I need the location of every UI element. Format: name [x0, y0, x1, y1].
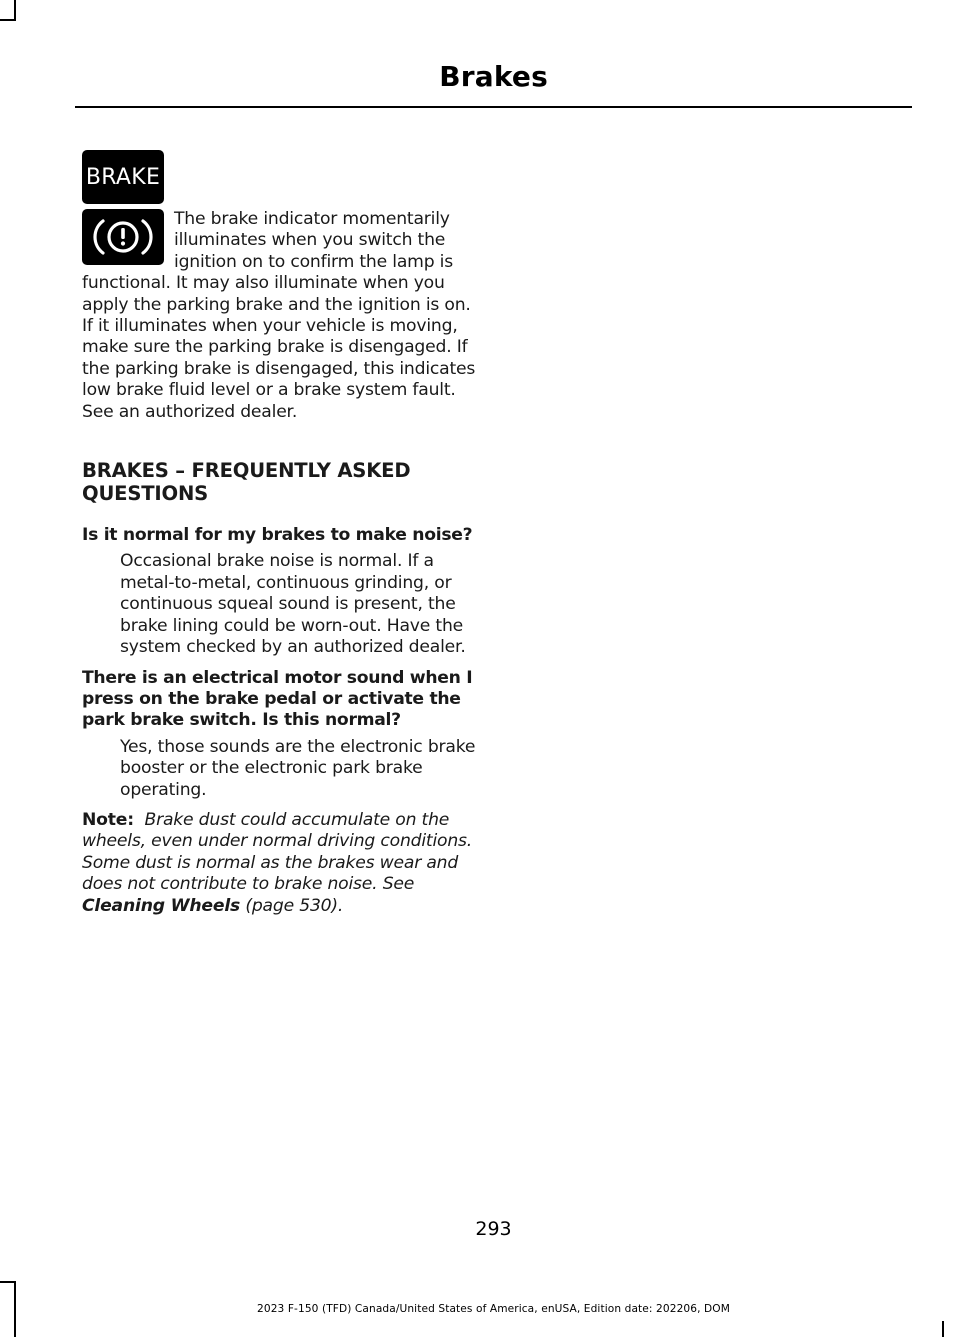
- faq-question: Is it normal for my brakes to make noise?: [82, 525, 473, 546]
- crop-mark-bottom-left-horizontal: [0, 1281, 16, 1283]
- crop-mark-bottom-right-vertical: [942, 1321, 944, 1337]
- intro-block: [82, 209, 476, 423]
- brake-badge-label: BRAKE: [85, 164, 161, 190]
- faq-answer: Occasional brake noise is normal. If a metal-to-metal, continuous grinding, or continuous squeal sound is present, the brake lining could be worn-out. Have the system checked by an authorized dealer.: [120, 551, 466, 658]
- faq-heading: BRAKES – FREQUENTLY ASKED QUESTIONS: [82, 459, 411, 506]
- brake-indicator-badge: [82, 150, 164, 204]
- note-text: Brake dust could accumulate on the wheels, even under normal driving conditions. Some dust is normal as the brakes wear and does not contribute to brake noise. See: [82, 809, 473, 895]
- faq-question: There is an electrical motor sound when I press on the brake pedal or activate the park brake switch. Is this normal?: [82, 667, 473, 731]
- edition-footer: 2023 F-150 (TFD) Canada/United States of America, enUSA, Edition date: 202206, DOM: [257, 1303, 730, 1315]
- faq-answer: Yes, those sounds are the electronic brake booster or the electronic park brake operating.: [120, 736, 476, 800]
- crop-mark-top-left-horizontal: [0, 19, 16, 21]
- note-label: Note:: [82, 809, 134, 830]
- crop-mark-top-left-vertical: [14, 0, 16, 20]
- page-title: Brakes: [439, 60, 548, 93]
- brake-warning-icon: [82, 209, 164, 265]
- note-paragraph: [82, 810, 476, 917]
- brake-warning-icon-graphic: [89, 213, 157, 261]
- header-divider: [75, 106, 912, 108]
- content-column: [82, 150, 476, 917]
- brake-indicator-description: The brake indicator momentarily illuminates when you switch the ignition on to confirm the lamp is functional. It may also illuminate when you apply the parking brake and the ignition is on. If it illuminates when your vehicle is moving, make sure the parking brake is disengaged. If the parking brake is disengaged, this indicates low brake fluid level or a brake system fault. See an authorized dealer.: [82, 209, 476, 422]
- page-number: 293: [475, 1218, 512, 1240]
- page-reference: (page 530).: [245, 895, 344, 916]
- cleaning-wheels-link[interactable]: Cleaning Wheels: [82, 895, 241, 916]
